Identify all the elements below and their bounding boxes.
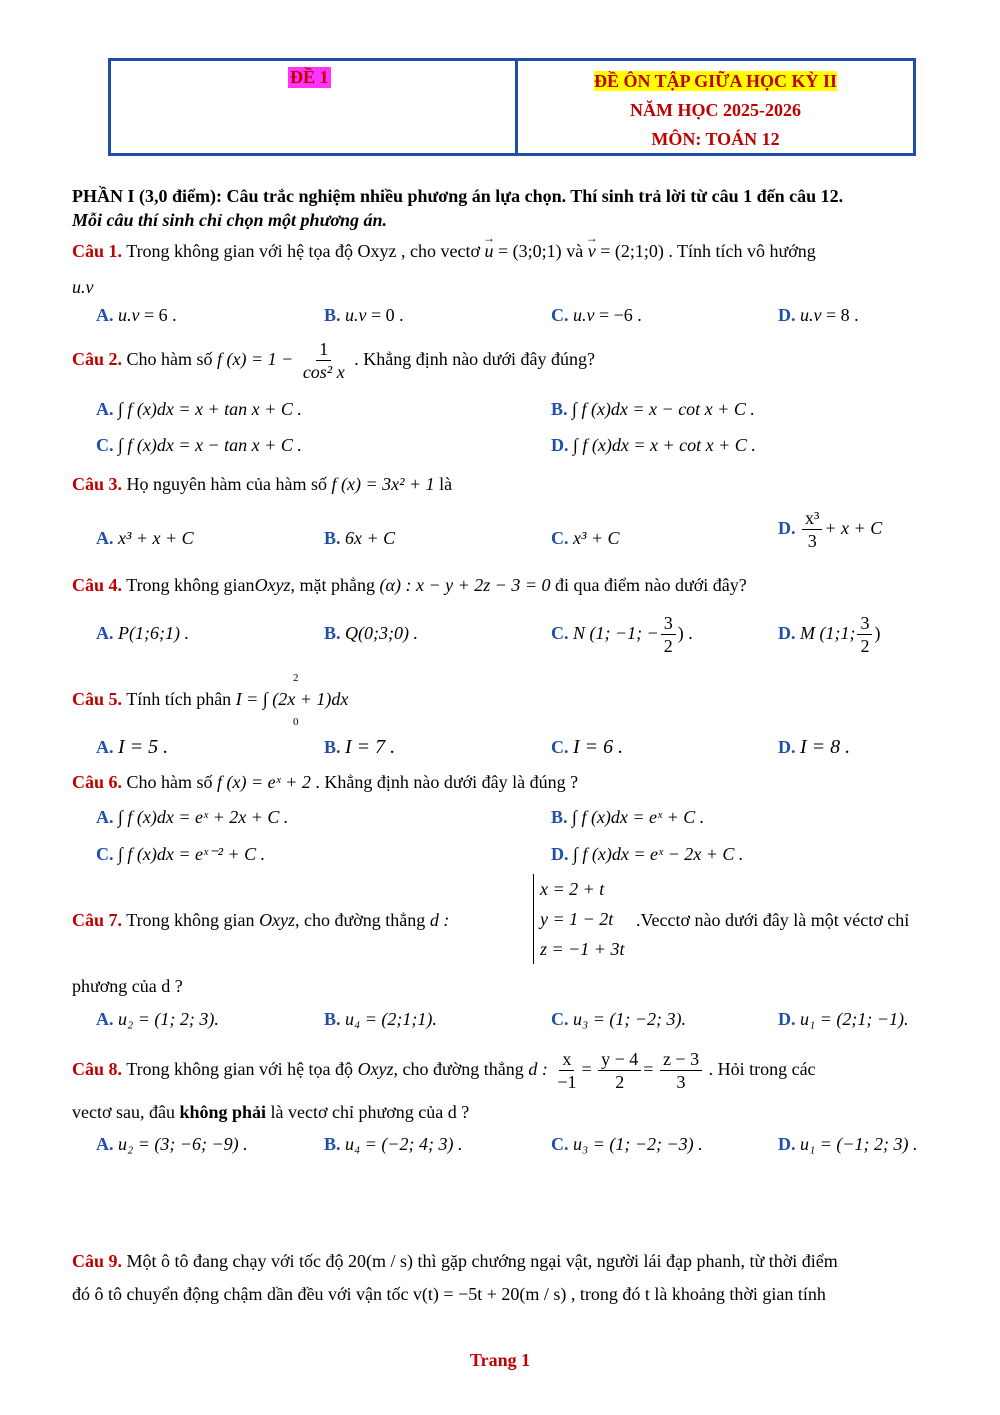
question-9-line-1: Một ô tô đang chạy với tốc độ 20(m / s) thì gặp chướng ngại vật, người lái đạp phanh, từ thời điểm — [126, 1251, 838, 1271]
option-label: D. — [778, 518, 796, 538]
option-label: C. — [96, 435, 114, 455]
question-2-function: f (x) = 1 − — [217, 349, 294, 369]
question-4-text-a: Trong không gian — [126, 575, 255, 595]
q4-option-c — [551, 610, 693, 657]
option-label: A. — [96, 528, 114, 548]
q3-option-c — [551, 527, 620, 549]
q6-option-a — [96, 806, 288, 828]
q4-option-d-post: ) — [874, 623, 881, 643]
fraction-numerator: 1 — [316, 338, 331, 361]
q7-option-c — [551, 1008, 686, 1030]
question-4-space: Oxyz — [254, 575, 291, 595]
question-4-plane: (α) : x − y + 2z − 3 = 0 — [379, 575, 551, 595]
option-label: A. — [96, 305, 114, 325]
page-number: Trang 1 — [469, 1350, 531, 1370]
question-6-text-b: . Khẳng định nào dưới đây là đúng ? — [315, 772, 579, 792]
q1-option-d-vec: u.v — [800, 305, 822, 325]
q4-option-d-fraction — [857, 612, 872, 657]
option-label: B. — [324, 305, 341, 325]
option-label: B. — [324, 528, 341, 548]
fraction-numerator: z − 3 — [660, 1048, 702, 1071]
q8-option-b-text: u₄ = (−2; 4; 3) . — [345, 1134, 463, 1154]
q2-option-c — [96, 434, 302, 456]
q4-option-b-text: Q(0;3;0) . — [345, 623, 418, 643]
q2-option-d-text: ∫ f (x)dx = x + cot x + C . — [573, 435, 756, 455]
subject: MÔN: TOÁN 12 — [651, 129, 780, 149]
q2-option-c-text: ∫ f (x)dx = x − tan x + C . — [118, 435, 302, 455]
school-year: NĂM HỌC 2025-2026 — [630, 100, 801, 120]
equals-sign: = — [643, 1059, 654, 1079]
question-8-text-c: . Hỏi trong các — [708, 1059, 816, 1079]
question-8-space: Oxyz — [357, 1059, 394, 1079]
q7-option-c-text: u₃ = (1; −2; 3). — [573, 1009, 687, 1029]
option-label: C. — [551, 528, 569, 548]
q3-option-d-rest: + x + C — [824, 518, 883, 538]
question-8-text-d — [72, 1101, 469, 1123]
option-label: D. — [778, 623, 796, 643]
question-7-text-b: , cho đường thẳng — [295, 910, 426, 930]
question-8-text-b: , cho đường thẳng — [393, 1059, 524, 1079]
q4-option-b — [324, 622, 418, 644]
option-label: D. — [551, 844, 569, 864]
question-7-text-c: .Vecctơ nào dưới đây là một véctơ chỉ — [636, 910, 910, 930]
question-8-number: Câu 8. — [72, 1059, 123, 1079]
q1-option-d — [778, 304, 859, 326]
option-label: B. — [324, 1134, 341, 1154]
q8-option-a — [96, 1133, 248, 1155]
q7-option-a-text: u₂ = (1; 2; 3). — [118, 1009, 219, 1029]
q8-option-d-text: u₁ = (−1; 2; 3) . — [800, 1134, 918, 1154]
question-7 — [72, 909, 449, 931]
question-9 — [72, 1250, 838, 1272]
question-1-text-b: . Tính tích vô hướng — [668, 241, 816, 261]
question-4-number: Câu 4. — [72, 575, 123, 595]
q3-option-d — [778, 505, 882, 552]
option-label: A. — [96, 399, 114, 419]
fraction-denominator: 2 — [615, 1072, 625, 1093]
vector-u-value: = (3;0;1) — [498, 241, 562, 261]
q6-option-b — [551, 806, 704, 828]
question-6-function: f (x) = eˣ + 2 — [217, 772, 311, 792]
q1-option-a-text: = 6 . — [144, 305, 177, 325]
question-3-text-a: Họ nguyên hàm của hàm số — [126, 474, 327, 494]
option-label: A. — [96, 623, 114, 643]
q5-option-c-text: I = 6 . — [573, 736, 624, 758]
question-3-function: f (x) = 3x² + 1 — [331, 474, 435, 494]
q4-option-a — [96, 622, 189, 644]
option-label: D. — [551, 435, 569, 455]
q5-option-c — [551, 736, 623, 758]
q1-option-a-vec: u.v — [118, 305, 140, 325]
question-4 — [72, 574, 747, 596]
header-box — [108, 58, 916, 156]
question-2 — [72, 336, 595, 383]
q4-option-c-pre: N (1; −1; − — [573, 623, 659, 643]
question-7-text-a: Trong không gian — [126, 910, 255, 930]
system-eq-1: x = 2 + t — [540, 879, 605, 899]
q2-option-a-text: ∫ f (x)dx = x + tan x + C . — [118, 399, 302, 419]
option-label: A. — [96, 807, 114, 827]
question-5 — [72, 688, 348, 710]
question-8-text-d2: là vectơ chỉ phương của d ? — [270, 1102, 470, 1122]
option-label: A. — [96, 1009, 114, 1029]
q3-option-a-text: x³ + x + C — [118, 528, 194, 548]
q8-option-c-text: u₃ = (1; −2; −3) . — [573, 1134, 703, 1154]
option-label: D. — [778, 1009, 796, 1029]
q5-option-b-text: I = 7 . — [345, 736, 396, 758]
question-9-line-2: đó ô tô chuyển động chậm dần đều với vận tốc v(t) = −5t + 20(m / s) , trong đó t là khoảng thời gian tính — [72, 1284, 826, 1304]
question-3-number: Câu 3. — [72, 474, 123, 494]
question-8-fraction-3 — [660, 1048, 702, 1093]
exam-code: ĐỀ 1 — [290, 67, 329, 87]
q6-option-a-text: ∫ f (x)dx = eˣ + 2x + C . — [118, 807, 289, 827]
question-6-number: Câu 6. — [72, 772, 123, 792]
fraction-denominator: 2 — [663, 636, 673, 657]
header-right-cell — [518, 61, 913, 153]
fraction-denominator: 3 — [676, 1072, 686, 1093]
header-left-cell — [111, 61, 518, 153]
q7-option-b — [324, 1008, 437, 1030]
option-label: C. — [551, 737, 569, 757]
q4-option-a-text: P(1;6;1) . — [118, 623, 189, 643]
q6-option-c — [96, 843, 265, 865]
q7-option-d-text: u₁ = (2;1; −1). — [800, 1009, 909, 1029]
question-8-fraction-2 — [598, 1048, 641, 1093]
option-label: B. — [324, 623, 341, 643]
q3-option-c-text: x³ + C — [573, 528, 620, 548]
question-5-integral: I = ∫ (2x + 1)dx — [235, 689, 349, 709]
question-2-fraction — [300, 338, 348, 383]
question-3 — [72, 473, 452, 495]
fraction-numerator: 3 — [661, 612, 676, 635]
q8-option-d — [778, 1133, 918, 1155]
part-heading-line1: PHẦN I (3,0 điểm): Câu trắc nghiệm nhiều phương án lựa chọn. Thí sinh trả lời từ câu 1 đến câu 12. — [72, 186, 844, 206]
q2-option-b-text: ∫ f (x)dx = x − cot x + C . — [572, 399, 755, 419]
q4-option-d — [778, 610, 880, 657]
fraction-denominator: 3 — [807, 531, 817, 552]
vector-v-value: = (2;1;0) — [600, 241, 664, 261]
option-label: B. — [324, 737, 341, 757]
q7-option-a — [96, 1008, 219, 1030]
question-8-text-d1: vectơ sau, đâu — [72, 1102, 175, 1122]
option-label: A. — [96, 737, 114, 757]
q1-option-b-text: = 0 . — [371, 305, 404, 325]
fraction-numerator: x — [559, 1048, 574, 1071]
question-1 — [72, 240, 816, 262]
q4-option-c-post: ) . — [677, 623, 693, 643]
question-8-text-a: Trong không gian với hệ tọa độ — [126, 1059, 354, 1079]
q5-option-a-text: I = 5 . — [118, 736, 169, 758]
option-label: C. — [551, 1009, 569, 1029]
exam-title: ĐỀ ÔN TẬP GIỮA HỌC KỲ II — [593, 71, 838, 91]
q1-option-b-vec: u.v — [345, 305, 367, 325]
part-heading-line2: Mỗi câu thí sinh chỉ chọn một phương án. — [72, 210, 388, 230]
q3-option-b-text: 6x + C — [345, 528, 396, 548]
fraction-denominator: 2 — [860, 636, 870, 657]
q3-option-d-fraction — [802, 507, 822, 552]
q8-option-b — [324, 1133, 463, 1155]
q2-option-d — [551, 434, 756, 456]
question-2-text-a: Cho hàm số — [126, 349, 213, 369]
fraction-denominator: cos² x — [302, 362, 345, 383]
question-7-number: Câu 7. — [72, 910, 123, 930]
q1-option-c-text: = −6 . — [599, 305, 642, 325]
question-5-number: Câu 5. — [72, 689, 123, 709]
q6-option-b-text: ∫ f (x)dx = eˣ + C . — [572, 807, 705, 827]
option-label: B. — [551, 399, 568, 419]
line-system — [533, 874, 624, 964]
question-1-and: và — [566, 241, 584, 261]
vector-u: → u — [485, 240, 494, 262]
question-8-bold: không phải — [179, 1102, 267, 1122]
question-7-text-d: phương của d ? — [72, 976, 183, 996]
fraction-denominator: −1 — [557, 1072, 577, 1093]
q3-option-b — [324, 527, 395, 549]
q4-option-d-pre: M (1;1; — [800, 623, 856, 643]
question-6-text-a: Cho hàm số — [126, 772, 213, 792]
q5-option-d — [778, 736, 850, 758]
fraction-numerator: x³ — [802, 507, 822, 530]
q1-option-d-text: = 8 . — [826, 305, 859, 325]
system-eq-3: z = −1 + 3t — [540, 939, 625, 959]
q8-option-c — [551, 1133, 703, 1155]
option-label: D. — [778, 1134, 796, 1154]
option-label: D. — [778, 737, 796, 757]
q8-option-a-text: u₂ = (3; −6; −9) . — [118, 1134, 248, 1154]
integral-upper-bound: 2 — [293, 672, 299, 684]
integral-lower-bound: 0 — [293, 716, 299, 728]
question-8-d: d : — [528, 1059, 548, 1079]
question-6 — [72, 771, 578, 793]
question-5-text-a: Tính tích phân — [126, 689, 232, 709]
question-8-fraction-1 — [554, 1048, 579, 1093]
question-9-number: Câu 9. — [72, 1251, 123, 1271]
fraction-numerator: 3 — [857, 612, 872, 635]
option-label: B. — [324, 1009, 341, 1029]
question-4-text-b: , mặt phẳng — [290, 575, 376, 595]
option-label: C. — [551, 305, 569, 325]
question-3-text-b: là — [439, 474, 453, 494]
system-brace — [533, 874, 624, 964]
fraction-numerator: y − 4 — [598, 1048, 641, 1071]
option-label: C. — [551, 623, 569, 643]
equals-sign: = — [581, 1059, 592, 1079]
system-eq-2: y = 1 − 2t — [540, 909, 614, 929]
q2-option-a — [96, 398, 302, 420]
q6-option-d-text: ∫ f (x)dx = eˣ − 2x + C . — [573, 844, 744, 864]
question-1-product: u.v — [72, 277, 94, 297]
option-label: A. — [96, 1134, 114, 1154]
q1-option-c-vec: u.v — [573, 305, 595, 325]
question-1-number: Câu 1. — [72, 241, 123, 261]
q1-option-c — [551, 304, 642, 326]
q3-option-a — [96, 527, 194, 549]
q5-option-d-text: I = 8 . — [800, 736, 851, 758]
q5-option-a — [96, 736, 168, 758]
q6-option-d — [551, 843, 743, 865]
question-2-text-b: . Khẳng định nào dưới đây đúng? — [354, 349, 595, 369]
option-label: D. — [778, 305, 796, 325]
option-label: B. — [551, 807, 568, 827]
question-1-text-a: Trong không gian với hệ tọa độ Oxyz , cho vectơ — [126, 241, 481, 261]
question-2-number: Câu 2. — [72, 349, 123, 369]
q1-option-b — [324, 304, 404, 326]
question-7-d: d : — [429, 910, 450, 930]
vector-v: → v — [588, 240, 596, 262]
option-label: C. — [551, 1134, 569, 1154]
q7-option-b-text: u₄ = (2;1;1). — [345, 1009, 437, 1029]
option-label: C. — [96, 844, 114, 864]
question-7-space: Oxyz — [259, 910, 296, 930]
q7-option-d — [778, 1008, 909, 1030]
q6-option-c-text: ∫ f (x)dx = eˣ⁻² + C . — [118, 844, 266, 864]
question-4-text-c: đi qua điểm nào dưới đây? — [555, 575, 747, 595]
q4-option-c-fraction — [661, 612, 676, 657]
q1-option-a — [96, 304, 177, 326]
q2-option-b — [551, 398, 755, 420]
question-8 — [72, 1046, 816, 1093]
q5-option-b — [324, 736, 395, 758]
